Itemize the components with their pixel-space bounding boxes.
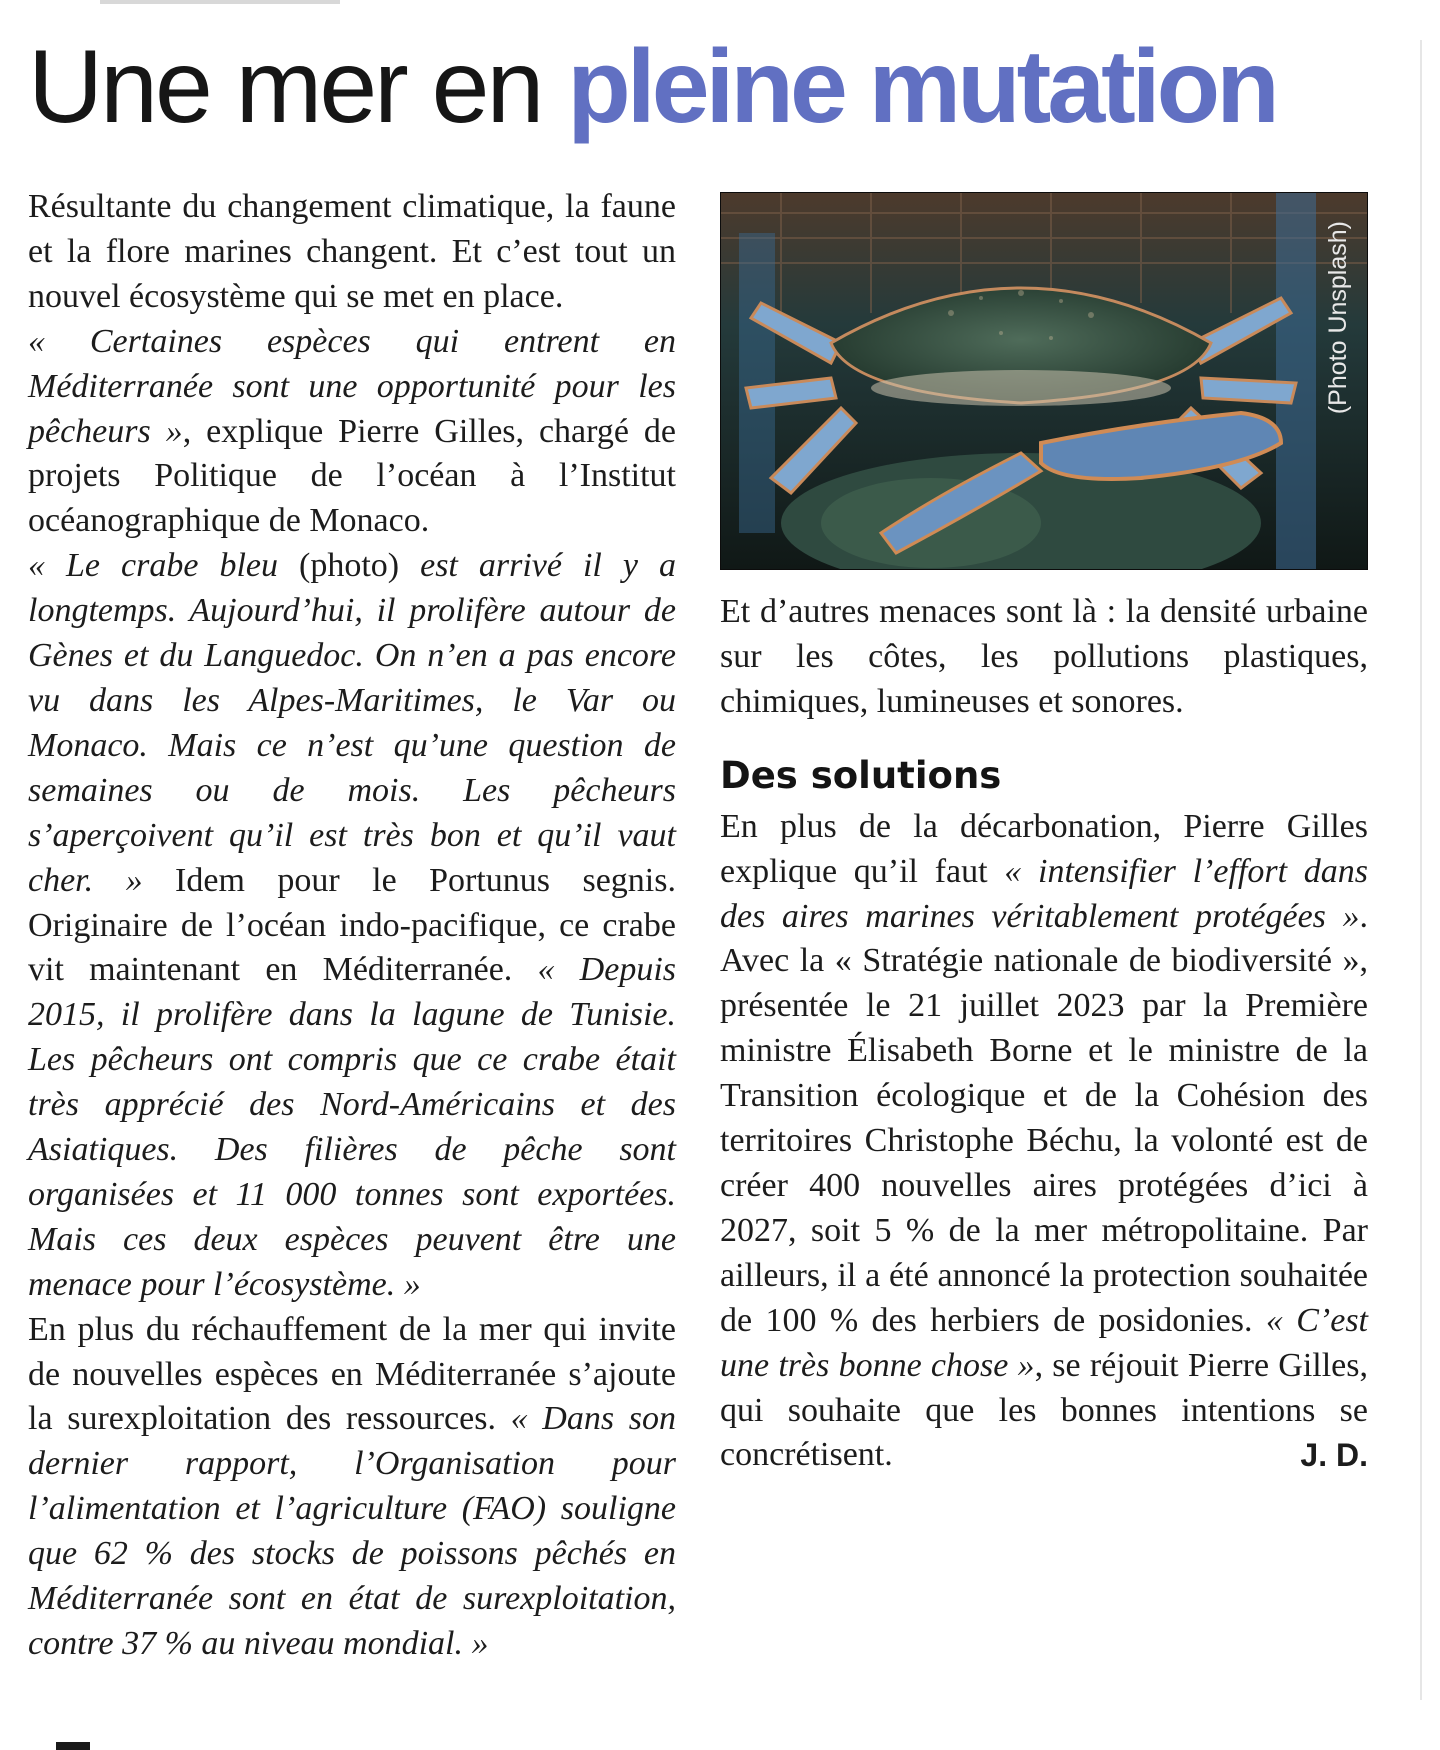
article-title — [28, 22, 1276, 152]
text-run: , explique Pierre Gilles, chargé de projets Politique de l’océan à l’Institut océanographique de Monaco. — [28, 412, 676, 540]
photo-credit: (Photo Unsplash) — [1324, 221, 1352, 415]
next-article-fragment — [56, 1742, 90, 1750]
blue-crab-illustration — [721, 193, 1367, 569]
byline: J. D. — [1300, 1437, 1368, 1474]
quote-run: « Certaines espèces qui entrent en Méditerranée sont une opportunité pour les pêcheurs » — [28, 322, 676, 450]
quote-run: « Dans son dernier rapport, l’Organisation pour l’alimentation et l’agriculture (FAO) souligne que 62 % des stocks de poissons pêchés en Méditerranée sont en état de surexploitation, contre 37 % au niveau mondial. » — [28, 1400, 676, 1662]
quote-run: « Le crabe bleu — [28, 547, 299, 585]
text-run: , se réjouit Pierre Gilles, qui souhaite que les bonnes intentions se concrétisent. — [720, 1346, 1368, 1474]
previous-article-fragment — [100, 0, 340, 4]
paragraph-opportunity-quote — [28, 320, 676, 545]
blue-crab-photo — [720, 192, 1368, 570]
quote-run: « intensifier l’effort dans des aires marines véritablement protégées » — [720, 852, 1368, 935]
text-run: En plus de la décarbonation, Pierre Gilles explique qu’il faut — [720, 807, 1368, 890]
text-run: Et d’autres menaces sont là : la densité urbaine sur les côtes, les pollutions plastiques, chimiques, lumineuses et sonores. — [720, 593, 1368, 720]
text-run: Résultante du changement climatique, la faune et la flore marines changent. Et c’est tout un nouvel écosystème qui se met en place. — [28, 188, 676, 315]
title-plain: Une mer en — [28, 29, 542, 145]
paragraph-solutions — [720, 805, 1368, 1479]
page-edge-rule — [1420, 40, 1422, 1700]
paragraph-intro — [28, 185, 676, 320]
quote-run: est arrivé il y a longtemps. Aujourd’hui, il prolifère autour de Gènes et du Languedoc. On n’en a pas encore vu dans les Alpes-Maritimes, le Var ou Monaco. Mais ce n’est qu’une question de semaines ou de mois. Les pêcheurs s’aperçoivent qu’il est très bon et qu’il vaut cher. » — [28, 547, 676, 899]
article-left-column — [28, 185, 676, 1667]
quote-run: « C’est une très bonne chose » — [720, 1301, 1368, 1384]
paragraph-threats — [720, 590, 1368, 725]
quote-run: « Depuis 2015, il prolifère dans la lagune de Tunisie. Les pêcheurs ont compris que ce crabe était très apprécié des Nord-Américains et des Asiatiques. Des filières de pêche sont organisées et 11 000 tonnes sont exportées. Mais ces deux espèces peuvent être une menace pour l’écosystème. » — [28, 951, 677, 1303]
text-run: En plus du réchauffement de la mer qui invite de nouvelles espèces en Méditerranée s’ajoute la surexploitation des ressources. — [28, 1310, 676, 1438]
paragraph-overexploitation — [28, 1308, 676, 1667]
paragraph-blue-crab — [28, 544, 676, 1307]
text-run: . Avec la « Stratégie nationale de biodiversité », présentée le 21 juillet 2023 par la Première ministre Élisabeth Borne et le ministre de la Transition écologique et de la Cohésion des territoires Christophe Béchu, la volonté est de créer 400 nouvelles aires protégées d’ici à 2027, soit 5 % de la mer métropolitaine. Par ailleurs, il a été annoncé la protection souhaitée de 100 % des herbiers de posidonies. — [720, 897, 1368, 1339]
article-right-column — [720, 590, 1368, 1478]
subheading: Des solutions — [720, 753, 1002, 797]
text-run: Idem pour le Portunus segnis. Originaire de l’océan indo-pacifique, ce crabe vit maintenant en Méditerranée. — [28, 861, 676, 989]
text-run: (photo) — [299, 547, 400, 585]
title-highlight: pleine mutation — [567, 29, 1276, 145]
